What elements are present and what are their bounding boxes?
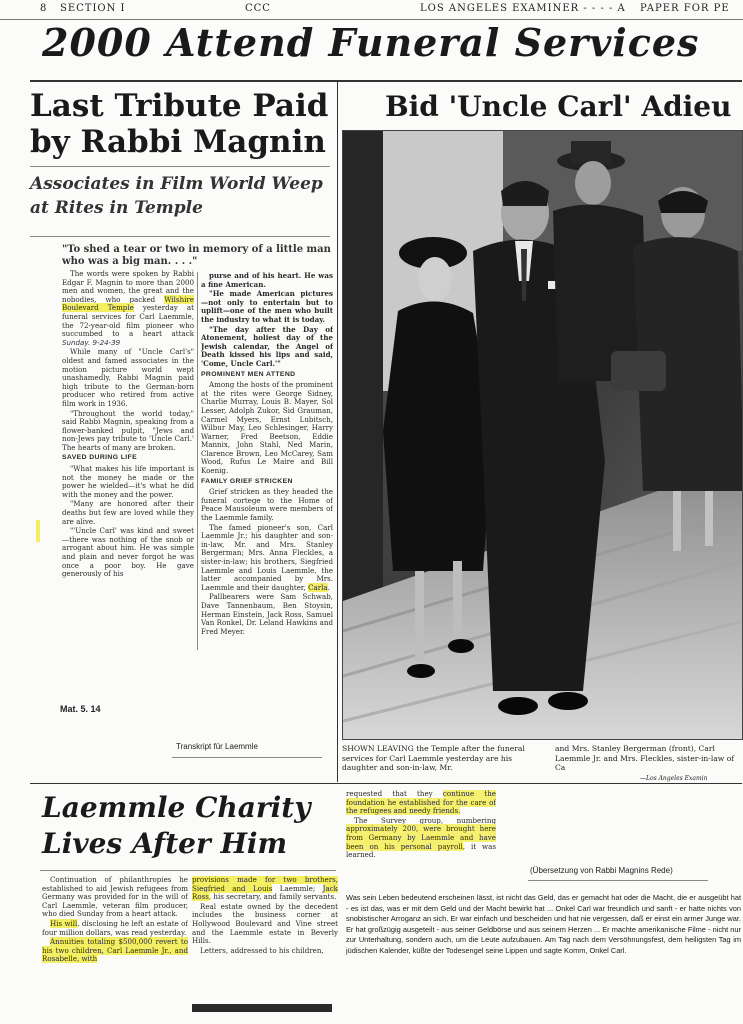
paragraph: Pallbearers were Sam Schwab, Dave Tannenbaum, Ben Stoysin, Herman Einstein, Jack Ross, Samuel Van Ronkel, Dr. Leland Hawkins and Fred Meyer. (201, 592, 333, 636)
caption-text: and Mrs. Stanley Bergerman (front), Carl Laemmle Jr. and Mrs. Fleckles, sister-in-law of Ca (555, 744, 735, 773)
funeral-photo-illustration (343, 131, 743, 740)
paragraph: purse and of his heart. He was a fine American. (201, 272, 333, 289)
headline-divider (30, 166, 330, 167)
charity-column-2 (192, 876, 338, 1001)
charity-column-3 (346, 790, 496, 888)
paragraph: "Many are honored after their deaths but few are loved while they are alive. (62, 499, 194, 526)
caption-text: SHOWN LEAVING the Temple after the funeral services for Carl Laemmle yesterday are his daughter and son-in-law, Mr. (342, 744, 525, 773)
paragraph: Laemmle; (272, 883, 323, 893)
left-article-column-2 (201, 272, 333, 672)
highlight-jack-ross: Jack Ross (192, 883, 338, 902)
charity-column-1 (42, 876, 188, 1001)
left-article-column-1 (62, 270, 194, 650)
paragraph: . (327, 582, 330, 592)
bottom-black-bar (192, 1004, 332, 1012)
left-article-headline: Last Tribute Paid by Rabbi Magnin (30, 88, 329, 160)
masthead (0, 0, 743, 20)
paragraph: The Survey group, numbering (354, 815, 496, 825)
photo-headline: Bid 'Uncle Carl' Adieu (385, 90, 732, 123)
vertical-rule (337, 82, 338, 782)
translation-note-underline (528, 880, 708, 881)
handwritten-date: Sunday. 9-24-39 (62, 337, 121, 347)
subhead-family-grief: FAMILY GRIEF STRICKEN (201, 477, 293, 485)
highlight-annuities: Annuities totaling $500,000 revert to his two children, Carl Laemmle Jr., and Rosabelle, with (42, 937, 188, 964)
paragraph: "The day after the Day of Atonement, holiest day of the Jewish calendar, the Angel of Death kissed his lips and said, 'Come, Uncle Carl.'" (201, 324, 333, 368)
paragraph: , his secretary, and family servants. (208, 892, 337, 902)
funeral-photo (342, 130, 743, 740)
charity-headline-rule (40, 870, 336, 871)
paper-name: LOS ANGELES EXAMINER - - - - A (420, 3, 626, 14)
paragraph: , it was learned. (346, 841, 496, 860)
paragraph: Grief stricken as they headed the funeral cortege to the Home of Peace Mausoleum were members of the Laemmle family. (201, 487, 333, 523)
deck-divider (30, 236, 330, 237)
highlight-will: His will (50, 918, 78, 928)
german-translation: Was sein Leben bedeutend erscheinen lässt, ist nicht das Geld, das er gemacht hat oder die Macht, die er ausgeübt hat - es ist das, was er mit dem Geld und der Macht bewirkt hat ... Onkel Carl war freundlich und sanft - er hatte nichts von snobistischer Arroganz an sich. Er war einfach und bescheiden und hat nie vergessen, daß er einst ein armer Junge war. Er hat großzügig ausgeteilt - aus seiner Geldbörse und aus seinem Herzen ... Er machte amerikanische Filme - nicht nur zur Unterhaltung, sondern auch, um die Leute aufzubauen. Am Tag nach dem Versöhnungsfest, dem heiligsten Tag im jüdischen Kalender, küßte der Todesengel seine Lippen und sagte Komm, Onkel Carl. (346, 893, 741, 955)
subhead-prominent-men: PROMINENT MEN ATTEND (201, 370, 296, 378)
main-headline: 2000 Attend Funeral Services (42, 20, 700, 65)
paragraph: "What makes his life important is not the money he made or the power he wielded—it's what he did with the money and the power. (62, 464, 194, 499)
paper-tagline: PAPER FOR PE (640, 3, 730, 14)
transcript-note: Transkript für Laemmle (176, 742, 258, 751)
paragraph: The words were spoken by Rabbi Edgar F. Magnin to more than 2000 men and women, the great and the nobodies, who packed (62, 270, 194, 304)
paragraph: Letters, addressed to his children, (200, 945, 324, 955)
highlight-refugees: approximately 200, were brought here from Germany by Laemmle and have been on his personal payroll (346, 824, 496, 851)
photo-credit: —Los Angeles Examin (640, 775, 708, 782)
opening-quote: "To shed a tear or two in memory of a little man who was a big man. . . ." (62, 244, 331, 267)
paragraph: "He made American pictures —not only to entertain but to uplift—one of the men who built the industry to what it is today. (201, 289, 333, 324)
paragraph: "Throughout the world today," said Rabbi Magnin, speaking from a flower-banked pulpit, "Jews and non-Jews pay tribute to 'Uncle Carl.' The hearts of many are broken. (62, 408, 194, 452)
paragraph: The famed pioneer's son, Carl Laemmle Jr.; his daughter and son-in-law, Mr. and Mrs. Stanley Bergerman; Mrs. Anna Fleckles, a sister-in-law; his brothers, Siegfried Laemmle and Louis Laemmle, the latter accompanied by Mrs. Laemmle and their daughter, (201, 522, 333, 592)
column-divider (197, 272, 198, 650)
highlight-foundation: continue the foundation he established for the care of the refugees and needy friends. (346, 790, 496, 816)
highlight-brothers: provisions made for two brothers, Siegfried and Louis (192, 876, 338, 893)
left-article-deck: Associates in Film World Weep at Rites in Temple (30, 174, 323, 218)
photo-caption-left (342, 744, 547, 780)
note-underline (172, 757, 322, 758)
margin-highlight-mark (36, 520, 40, 542)
translation-note: (Übersetzung von Rabbi Magnins Rede) (530, 866, 673, 875)
edition-code: CCC (245, 3, 271, 14)
file-note: Mat. 5. 14 (60, 704, 101, 714)
section-label: SECTION I (60, 3, 126, 14)
paragraph: , disclosing he left an estate of four million dollars, was read yesterday. (42, 918, 188, 937)
highlight-temple: Wilshire Boulevard Temple (62, 294, 194, 313)
section-rule (30, 783, 742, 784)
charity-headline: Laemmle Charity Lives After Him (42, 791, 311, 860)
headline-rule (30, 80, 742, 82)
page-number: 8 (40, 3, 48, 14)
paragraph: requested that they (346, 790, 443, 798)
paragraph: "'Uncle Carl' was kind and sweet—there was nothing of the snob or arrogant about him. He was simple and plain and never forgot he was once a poor boy. He gave generously of his (62, 526, 194, 579)
highlight-carla: Carla (308, 582, 328, 592)
paragraph: Among the hosts of the prominent at the rites were George Sidney, Charlie Murray, Louis B. Mayer, Sol Lesser, Adolph Zukor, Sid Grauman, Carmel Myers, Ernst Lubitsch, Wilbur May, Leo Schlesinger, Harry Warner, Fred Beetson, Eddie Mannix, John Stahl, Ned Marin, Clarence Brown, Leo McCarey, Sam Wood, Rufus Le Maire and Bill Koenig. (201, 380, 333, 476)
paragraph: Real estate owned by the decedent includes the business corner at Hollywood Boulevard and Vine street and the Laemmle estate in Beverly Hills. (192, 901, 338, 946)
photo-caption-right (555, 744, 743, 774)
paragraph: yesterday at funeral services for Carl Laemmle, the 72-year-old film pioneer who succumbed to a heart attack (62, 303, 194, 339)
paragraph: Continuation of philanthropies he established to aid Jewish refugees from Germany was provided for in the will of Carl Laemmle, veteran film producer, who died Sunday from a heart attack. (42, 876, 188, 919)
subhead-saved-during-life: SAVED DURING LIFE (62, 454, 138, 462)
paragraph: While many of "Uncle Carl's" oldest and famed associates in the motion picture world wept unashamedly, Rabbi Magnin paid high tribute to the German-born producer who retired from active film work in 1936. (62, 347, 194, 408)
